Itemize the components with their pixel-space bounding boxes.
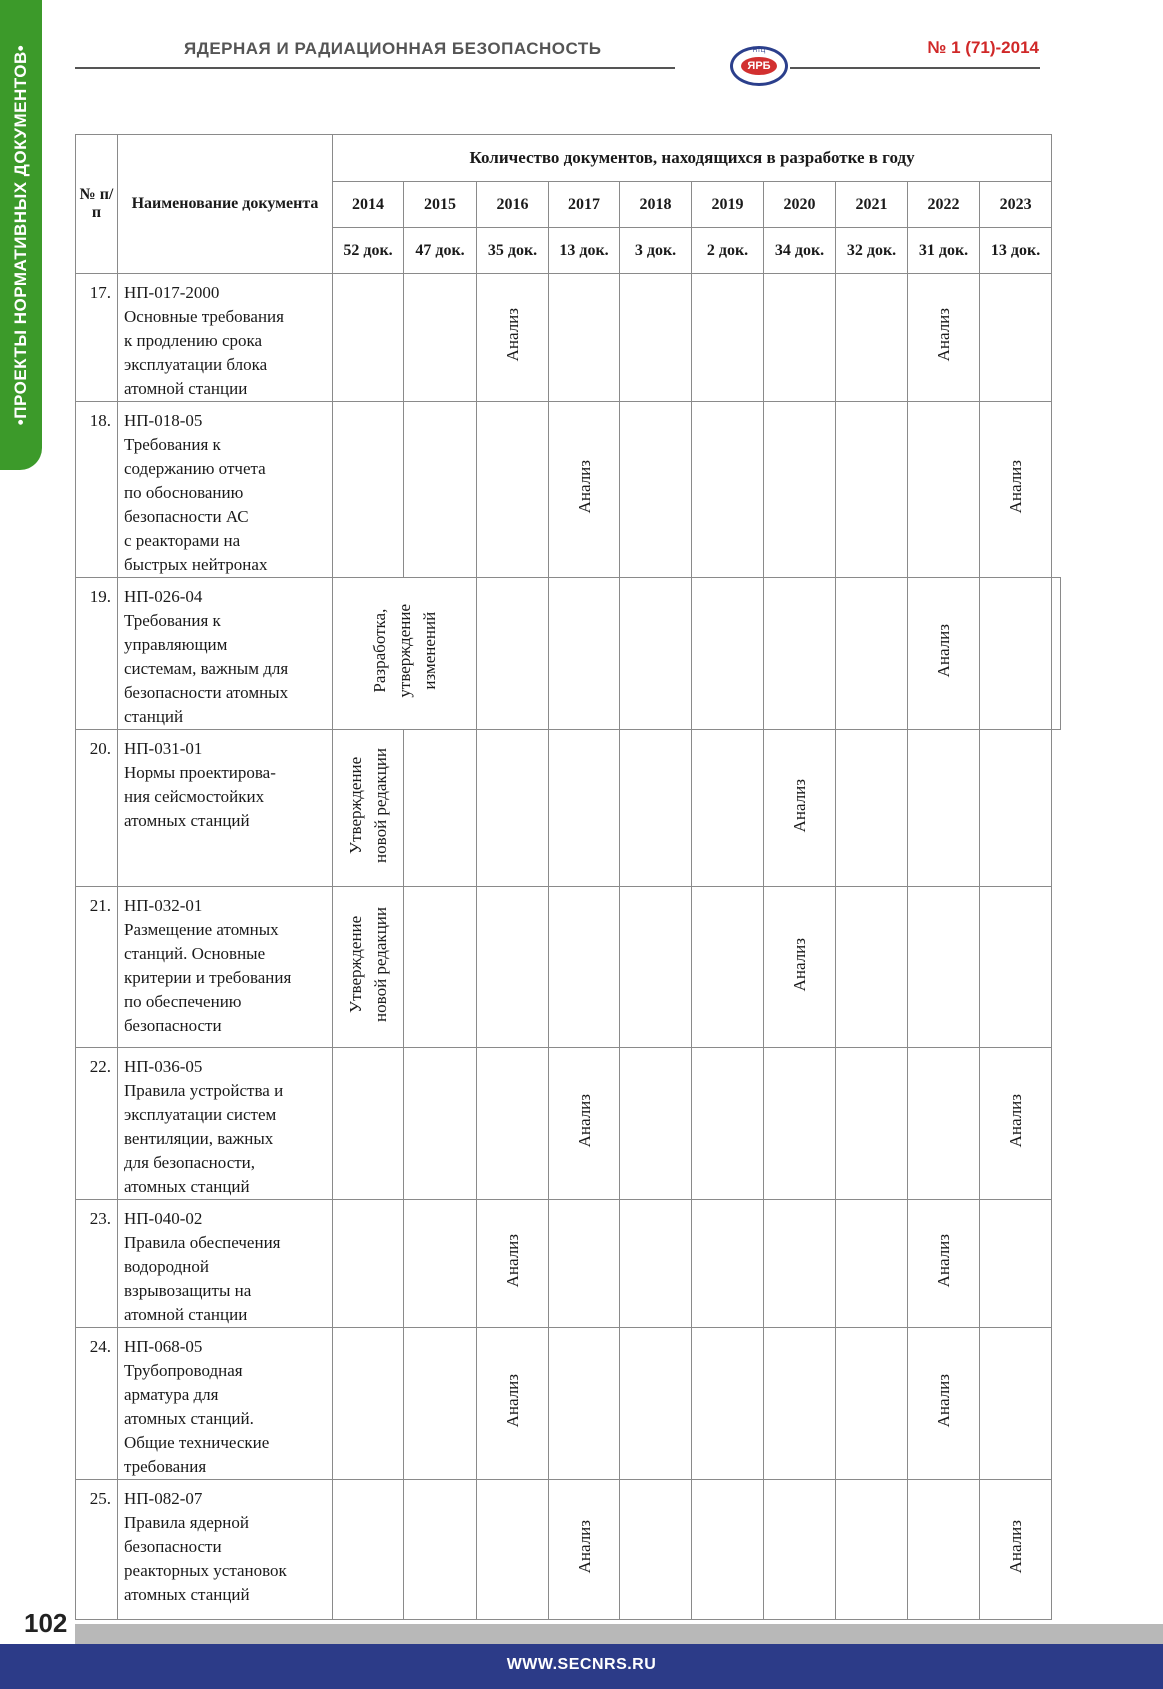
year-cell bbox=[908, 402, 980, 578]
year-cell bbox=[692, 402, 764, 578]
document-name-line: НП-040-02 bbox=[124, 1209, 203, 1228]
document-name-line: быстрых нейтронах bbox=[124, 555, 268, 574]
header-rule bbox=[75, 66, 1040, 80]
year-cell bbox=[980, 1200, 1052, 1328]
cell-status: Анализ bbox=[574, 1094, 594, 1148]
document-name-line: водородной bbox=[124, 1257, 209, 1276]
cell-status: Анализ bbox=[1006, 460, 1026, 514]
year-cell bbox=[333, 730, 404, 887]
year-cell bbox=[404, 1048, 477, 1200]
cell-status: Анализ bbox=[503, 1374, 522, 1428]
year-cell bbox=[836, 730, 908, 887]
document-name-line: Требования к bbox=[124, 611, 221, 630]
year-cell bbox=[836, 1200, 908, 1328]
row-number: 21. bbox=[76, 887, 118, 1048]
count-header: 13 док. bbox=[980, 228, 1052, 274]
year-cell bbox=[980, 402, 1052, 578]
year-cell bbox=[908, 274, 980, 402]
table-row bbox=[76, 887, 1061, 1048]
year-header: 2015 bbox=[404, 182, 477, 228]
year-cell bbox=[908, 730, 980, 887]
cell-status: Утверждение новой редакции bbox=[346, 748, 390, 863]
table-row bbox=[76, 1048, 1061, 1200]
document-name bbox=[118, 887, 333, 1048]
year-cell bbox=[333, 1480, 404, 1620]
year-cell bbox=[620, 578, 692, 730]
document-name-line: НП-018-05 bbox=[124, 411, 203, 430]
year-cell bbox=[477, 274, 549, 402]
cell-status-line: Разработка, bbox=[370, 609, 389, 693]
year-cell bbox=[764, 1480, 836, 1620]
year-cell bbox=[908, 578, 980, 730]
year-cell bbox=[908, 887, 980, 1048]
document-name bbox=[118, 402, 333, 578]
year-cell bbox=[764, 1048, 836, 1200]
year-cell bbox=[333, 1048, 404, 1200]
cell-status: Анализ bbox=[1006, 1520, 1026, 1574]
year-cell bbox=[620, 1048, 692, 1200]
year-cell bbox=[620, 887, 692, 1048]
year-cell bbox=[764, 887, 836, 1048]
document-name-line: к продлению срока bbox=[124, 331, 263, 350]
year-cell bbox=[549, 1328, 620, 1480]
count-header: 31 док. bbox=[908, 228, 980, 274]
year-cell bbox=[692, 887, 764, 1048]
document-name-line: ния сейсмостойких bbox=[124, 787, 265, 806]
year-header: 2016 bbox=[477, 182, 549, 228]
year-cell bbox=[549, 887, 620, 1048]
year-cell bbox=[692, 1048, 764, 1200]
table-row bbox=[76, 1480, 1061, 1620]
year-cell bbox=[764, 274, 836, 402]
year-cell bbox=[404, 887, 477, 1048]
document-name-line: Основные требования bbox=[124, 307, 284, 326]
year-cell bbox=[980, 578, 1052, 730]
document-name-line: НП-031-01 bbox=[124, 739, 203, 758]
year-cell bbox=[549, 274, 620, 402]
year-header: 2018 bbox=[620, 182, 692, 228]
count-header: 2 док. bbox=[692, 228, 764, 274]
table-row bbox=[76, 578, 1061, 730]
year-cell bbox=[908, 1048, 980, 1200]
cell-status: Анализ bbox=[934, 308, 953, 362]
document-name-line: безопасности bbox=[124, 1016, 222, 1035]
year-cell bbox=[333, 274, 404, 402]
year-header: 2022 bbox=[908, 182, 980, 228]
count-header: 47 док. bbox=[404, 228, 477, 274]
year-cell bbox=[692, 578, 764, 730]
year-header: 2019 bbox=[692, 182, 764, 228]
count-header: 3 док. bbox=[620, 228, 692, 274]
year-cell bbox=[692, 1480, 764, 1620]
year-cell bbox=[764, 1328, 836, 1480]
table-row bbox=[76, 402, 1061, 578]
document-name-line: управляющим bbox=[124, 635, 228, 654]
document-name bbox=[118, 578, 333, 730]
year-header: 2020 bbox=[764, 182, 836, 228]
column-header-name: Наименование документа bbox=[118, 135, 333, 274]
section-side-tab-label: •ПРОЕКТЫ НОРМАТИВНЫХ ДОКУМЕНТОВ• bbox=[11, 44, 30, 426]
document-name-line: Правила ядерной bbox=[124, 1513, 249, 1532]
cell-status: Анализ bbox=[934, 624, 953, 678]
document-name bbox=[118, 730, 333, 887]
document-name-line: безопасности bbox=[124, 1537, 222, 1556]
document-name bbox=[118, 1480, 333, 1620]
document-name-line: содержанию отчета bbox=[124, 459, 266, 478]
documents-table bbox=[75, 134, 1061, 1620]
document-name bbox=[118, 1048, 333, 1200]
year-cell bbox=[908, 1328, 980, 1480]
document-name-line: атомной станции bbox=[124, 379, 248, 398]
year-header: 2023 bbox=[980, 182, 1052, 228]
year-cell bbox=[620, 1480, 692, 1620]
document-name bbox=[118, 274, 333, 402]
year-cell bbox=[836, 1048, 908, 1200]
cell-status-line: утверждение bbox=[395, 604, 414, 698]
year-cell bbox=[549, 1200, 620, 1328]
column-header-group: Количество документов, находящихся в разработке в году bbox=[333, 135, 1052, 182]
row-number: 20. bbox=[76, 730, 118, 887]
cell-status: Анализ bbox=[503, 308, 522, 362]
year-cell bbox=[333, 1328, 404, 1480]
page-number: 102 bbox=[24, 1608, 68, 1638]
document-name-line: вентиляции, важных bbox=[124, 1129, 274, 1148]
year-cell bbox=[477, 402, 549, 578]
year-cell bbox=[404, 730, 477, 887]
year-cell bbox=[980, 1480, 1052, 1620]
document-name-line: атомных станций bbox=[124, 811, 250, 830]
document-name bbox=[118, 1328, 333, 1480]
row-number: 22. bbox=[76, 1048, 118, 1200]
year-cell bbox=[980, 887, 1052, 1048]
count-header: 32 док. bbox=[836, 228, 908, 274]
year-cell bbox=[980, 274, 1052, 402]
year-cell bbox=[549, 1048, 620, 1200]
year-cell bbox=[404, 274, 477, 402]
year-cell bbox=[549, 730, 620, 887]
table-row bbox=[76, 1328, 1061, 1480]
year-cell bbox=[1052, 578, 1061, 730]
document-name-line: станций bbox=[124, 707, 184, 726]
year-cell bbox=[692, 1328, 764, 1480]
year-header: 2021 bbox=[836, 182, 908, 228]
year-cell bbox=[620, 730, 692, 887]
year-cell bbox=[836, 887, 908, 1048]
count-header: 35 док. bbox=[477, 228, 549, 274]
document-name-line: системам, важным для bbox=[124, 659, 289, 678]
document-name-line: Правила устройства и bbox=[124, 1081, 284, 1100]
year-cell bbox=[836, 274, 908, 402]
document-name-line: атомной станции bbox=[124, 1305, 248, 1324]
year-cell bbox=[836, 402, 908, 578]
year-cell bbox=[477, 887, 549, 1048]
document-name-line: с реакторами на bbox=[124, 531, 241, 550]
year-cell bbox=[764, 1200, 836, 1328]
year-cell bbox=[477, 1480, 549, 1620]
year-cell bbox=[404, 1480, 477, 1620]
year-cell bbox=[908, 1200, 980, 1328]
year-cell bbox=[620, 274, 692, 402]
document-name-line: взрывозащиты на bbox=[124, 1281, 252, 1300]
cell-status: Анализ bbox=[934, 1374, 953, 1428]
year-cell bbox=[836, 1480, 908, 1620]
document-name-line: эксплуатации систем bbox=[124, 1105, 277, 1124]
year-cell bbox=[333, 1200, 404, 1328]
year-cell bbox=[980, 730, 1052, 887]
document-name-line: Трубопроводная bbox=[124, 1361, 243, 1380]
document-name-line: НП-068-05 bbox=[124, 1337, 203, 1356]
year-cell bbox=[980, 1328, 1052, 1480]
year-cell bbox=[692, 274, 764, 402]
year-cell bbox=[477, 1200, 549, 1328]
cell-status: Анализ bbox=[503, 1234, 522, 1288]
document-name-line: НП-032-01 bbox=[124, 896, 203, 915]
document-name-line: для безопасности, bbox=[124, 1153, 256, 1172]
year-cell bbox=[333, 887, 404, 1048]
year-cell bbox=[549, 1480, 620, 1620]
year-cell bbox=[477, 1328, 549, 1480]
journal-title: ЯДЕРНАЯ И РАДИАЦИОННАЯ БЕЗОПАСНОСТЬ bbox=[184, 39, 602, 58]
row-number: 24. bbox=[76, 1328, 118, 1480]
year-cell bbox=[764, 578, 836, 730]
year-cell bbox=[764, 402, 836, 578]
year-cell-2014-2015 bbox=[333, 578, 477, 730]
logo-small-text: НТЦ bbox=[752, 48, 766, 54]
document-name-line: требования bbox=[124, 1457, 207, 1476]
table-row bbox=[76, 730, 1061, 887]
cell-status bbox=[367, 604, 442, 698]
year-cell bbox=[692, 1200, 764, 1328]
year-header: 2014 bbox=[333, 182, 404, 228]
document-name-line: атомных станций bbox=[124, 1177, 250, 1196]
document-name-line: НП-082-07 bbox=[124, 1489, 203, 1508]
count-header: 52 док. bbox=[333, 228, 404, 274]
document-name-line: Нормы проектирова- bbox=[124, 763, 276, 782]
year-cell bbox=[549, 578, 620, 730]
year-cell bbox=[908, 1480, 980, 1620]
document-name-line: НП-036-05 bbox=[124, 1057, 203, 1076]
year-cell bbox=[333, 402, 404, 578]
document-name-line: Правила обеспечения bbox=[124, 1233, 281, 1252]
row-number: 17. bbox=[76, 274, 118, 402]
footer-url[interactable]: WWW.SECNRS.RU bbox=[506, 1656, 657, 1673]
document-name-line: атомных станций bbox=[124, 1585, 250, 1604]
document-name-line: Общие технические bbox=[124, 1433, 270, 1452]
document-name-line: НП-017-2000 bbox=[124, 283, 220, 302]
document-name-line: эксплуатации блока bbox=[124, 355, 268, 374]
year-cell bbox=[764, 730, 836, 887]
year-cell bbox=[620, 1200, 692, 1328]
cell-status: Анализ bbox=[790, 778, 809, 833]
document-name-line: по обеспечению bbox=[124, 992, 242, 1011]
footer-grey-bar bbox=[75, 1624, 1163, 1644]
document-name-line: реакторных установок bbox=[124, 1561, 287, 1580]
table-body bbox=[76, 274, 1061, 1620]
row-number: 18. bbox=[76, 402, 118, 578]
cell-status-line: изменений bbox=[420, 612, 439, 690]
document-name-line: безопасности АС bbox=[124, 507, 249, 526]
year-cell bbox=[692, 730, 764, 887]
document-name-line: критерии и требования bbox=[124, 968, 292, 987]
document-name-line: НП-026-04 bbox=[124, 587, 203, 606]
cell-status: Анализ bbox=[790, 937, 809, 992]
document-name-line: арматура для bbox=[124, 1385, 219, 1404]
count-header: 13 док. bbox=[549, 228, 620, 274]
document-name-line: Требования к bbox=[124, 435, 221, 454]
cell-status: Анализ bbox=[574, 460, 594, 514]
document-name-line: Размещение атомных bbox=[124, 920, 279, 939]
table-row bbox=[76, 274, 1061, 402]
document-name-line: атомных станций. bbox=[124, 1409, 254, 1428]
year-cell bbox=[836, 578, 908, 730]
table-row bbox=[76, 1200, 1061, 1328]
year-cell bbox=[620, 1328, 692, 1480]
row-number: 23. bbox=[76, 1200, 118, 1328]
cell-status: Утверждение новой редакции bbox=[346, 907, 390, 1022]
count-header: 34 док. bbox=[764, 228, 836, 274]
cell-status: Анализ bbox=[934, 1234, 953, 1288]
document-name bbox=[118, 1200, 333, 1328]
year-cell bbox=[404, 1328, 477, 1480]
year-cell bbox=[980, 1048, 1052, 1200]
year-cell bbox=[477, 1048, 549, 1200]
document-name-line: безопасности атомных bbox=[124, 683, 289, 702]
row-number: 25. bbox=[76, 1480, 118, 1620]
issue-number: № 1 (71)-2014 bbox=[927, 38, 1039, 57]
column-header-number: № п/п bbox=[76, 135, 118, 274]
year-cell bbox=[549, 402, 620, 578]
logo-text: ЯРБ bbox=[741, 57, 777, 75]
year-cell bbox=[477, 578, 549, 730]
year-header: 2017 bbox=[549, 182, 620, 228]
journal-logo bbox=[730, 46, 788, 86]
year-cell bbox=[477, 730, 549, 887]
document-name-line: станций. Основные bbox=[124, 944, 266, 963]
section-side-tab bbox=[0, 0, 42, 470]
cell-status: Анализ bbox=[574, 1520, 594, 1574]
year-cell bbox=[620, 402, 692, 578]
row-number: 19. bbox=[76, 578, 118, 730]
year-cell bbox=[404, 402, 477, 578]
year-cell bbox=[404, 1200, 477, 1328]
document-name-line: по обоснованию bbox=[124, 483, 244, 502]
cell-status: Анализ bbox=[1006, 1094, 1026, 1148]
year-cell bbox=[836, 1328, 908, 1480]
footer-bar bbox=[0, 1644, 1163, 1689]
